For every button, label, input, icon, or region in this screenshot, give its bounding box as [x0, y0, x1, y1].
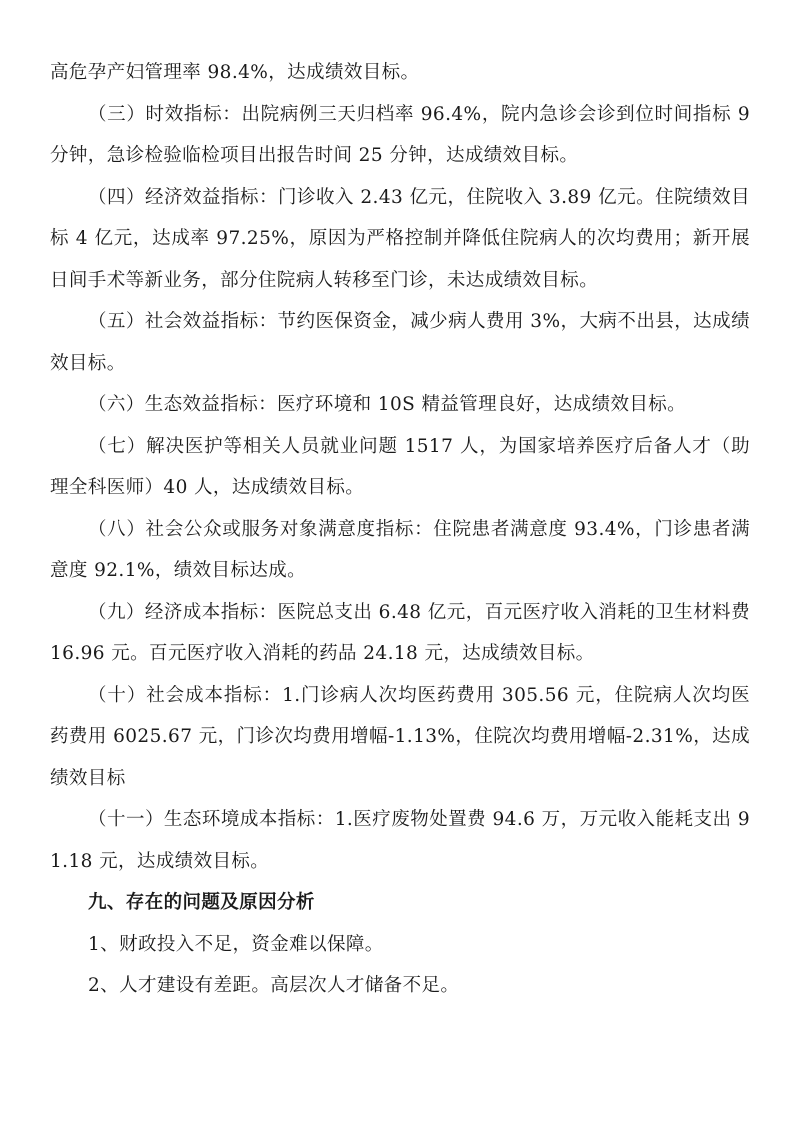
- paragraph-social-benefit-indicator: （五）社会效益指标：节约医保资金，减少病人费用 3%，大病不出县，达成绩效目标。: [50, 311, 750, 374]
- section-heading-problems: 九、存在的问题及原因分析: [88, 892, 315, 913]
- paragraph-social-cost-indicator: （十）社会成本指标：1.门诊病人次均医药费用 305.56 元，住院病人次均医药费用 6025.67 元，门诊次均费用增幅-1.13%，住院次均费用增幅-2.31%，达成绩效目标: [50, 684, 750, 789]
- paragraph-timeliness-indicator: （三）时效指标：出院病例三天归档率 96.4%，院内急诊会诊到位时间指标 9 分钟，急诊检验临检项目出报告时间 25 分钟，达成绩效目标。: [50, 103, 750, 166]
- problem-item-talent: 2、人才建设有差距。高层次人才储备不足。: [88, 975, 460, 996]
- document-body: [50, 52, 750, 1007]
- paragraph-employment: （七）解决医护等相关人员就业问题 1517 人，为国家培养医疗后备人才（助理全科医师）40 人，达成绩效目标。: [50, 435, 750, 498]
- paragraph-economic-cost-indicator: （九）经济成本指标：医院总支出 6.48 亿元，百元医疗收入消耗的卫生材料费 16.96 元。百元医疗收入消耗的药品 24.18 元，达成绩效目标。: [50, 601, 750, 664]
- paragraph-satisfaction-indicator: （八）社会公众或服务对象满意度指标：住院患者满意度 93.4%，门诊患者满意度 92.1%，绩效目标达成。: [50, 518, 750, 581]
- paragraph-continuation: 高危孕产妇管理率 98.4%，达成绩效目标。: [50, 62, 420, 83]
- problem-item-funding: 1、财政投入不足，资金难以保障。: [88, 933, 384, 955]
- paragraph-ecological-cost-indicator: （十一）生态环境成本指标：1.医疗废物处置费 94.6 万，万元收入能耗支出 91.18 元，达成绩效目标。: [50, 809, 750, 872]
- paragraph-ecological-benefit-indicator: （六）生态效益指标：医疗环境和 10S 精益管理良好，达成绩效目标。: [88, 394, 687, 415]
- paragraph-economic-benefit-indicator: （四）经济效益指标：门诊收入 2.43 亿元，住院收入 3.89 亿元。住院绩效目标 4 亿元，达成率 97.25%，原因为严格控制并降低住院病人的次均费用；新开展日间手术等新业务，部分住院病人转移至门诊，未达成绩效目标。: [50, 186, 750, 291]
